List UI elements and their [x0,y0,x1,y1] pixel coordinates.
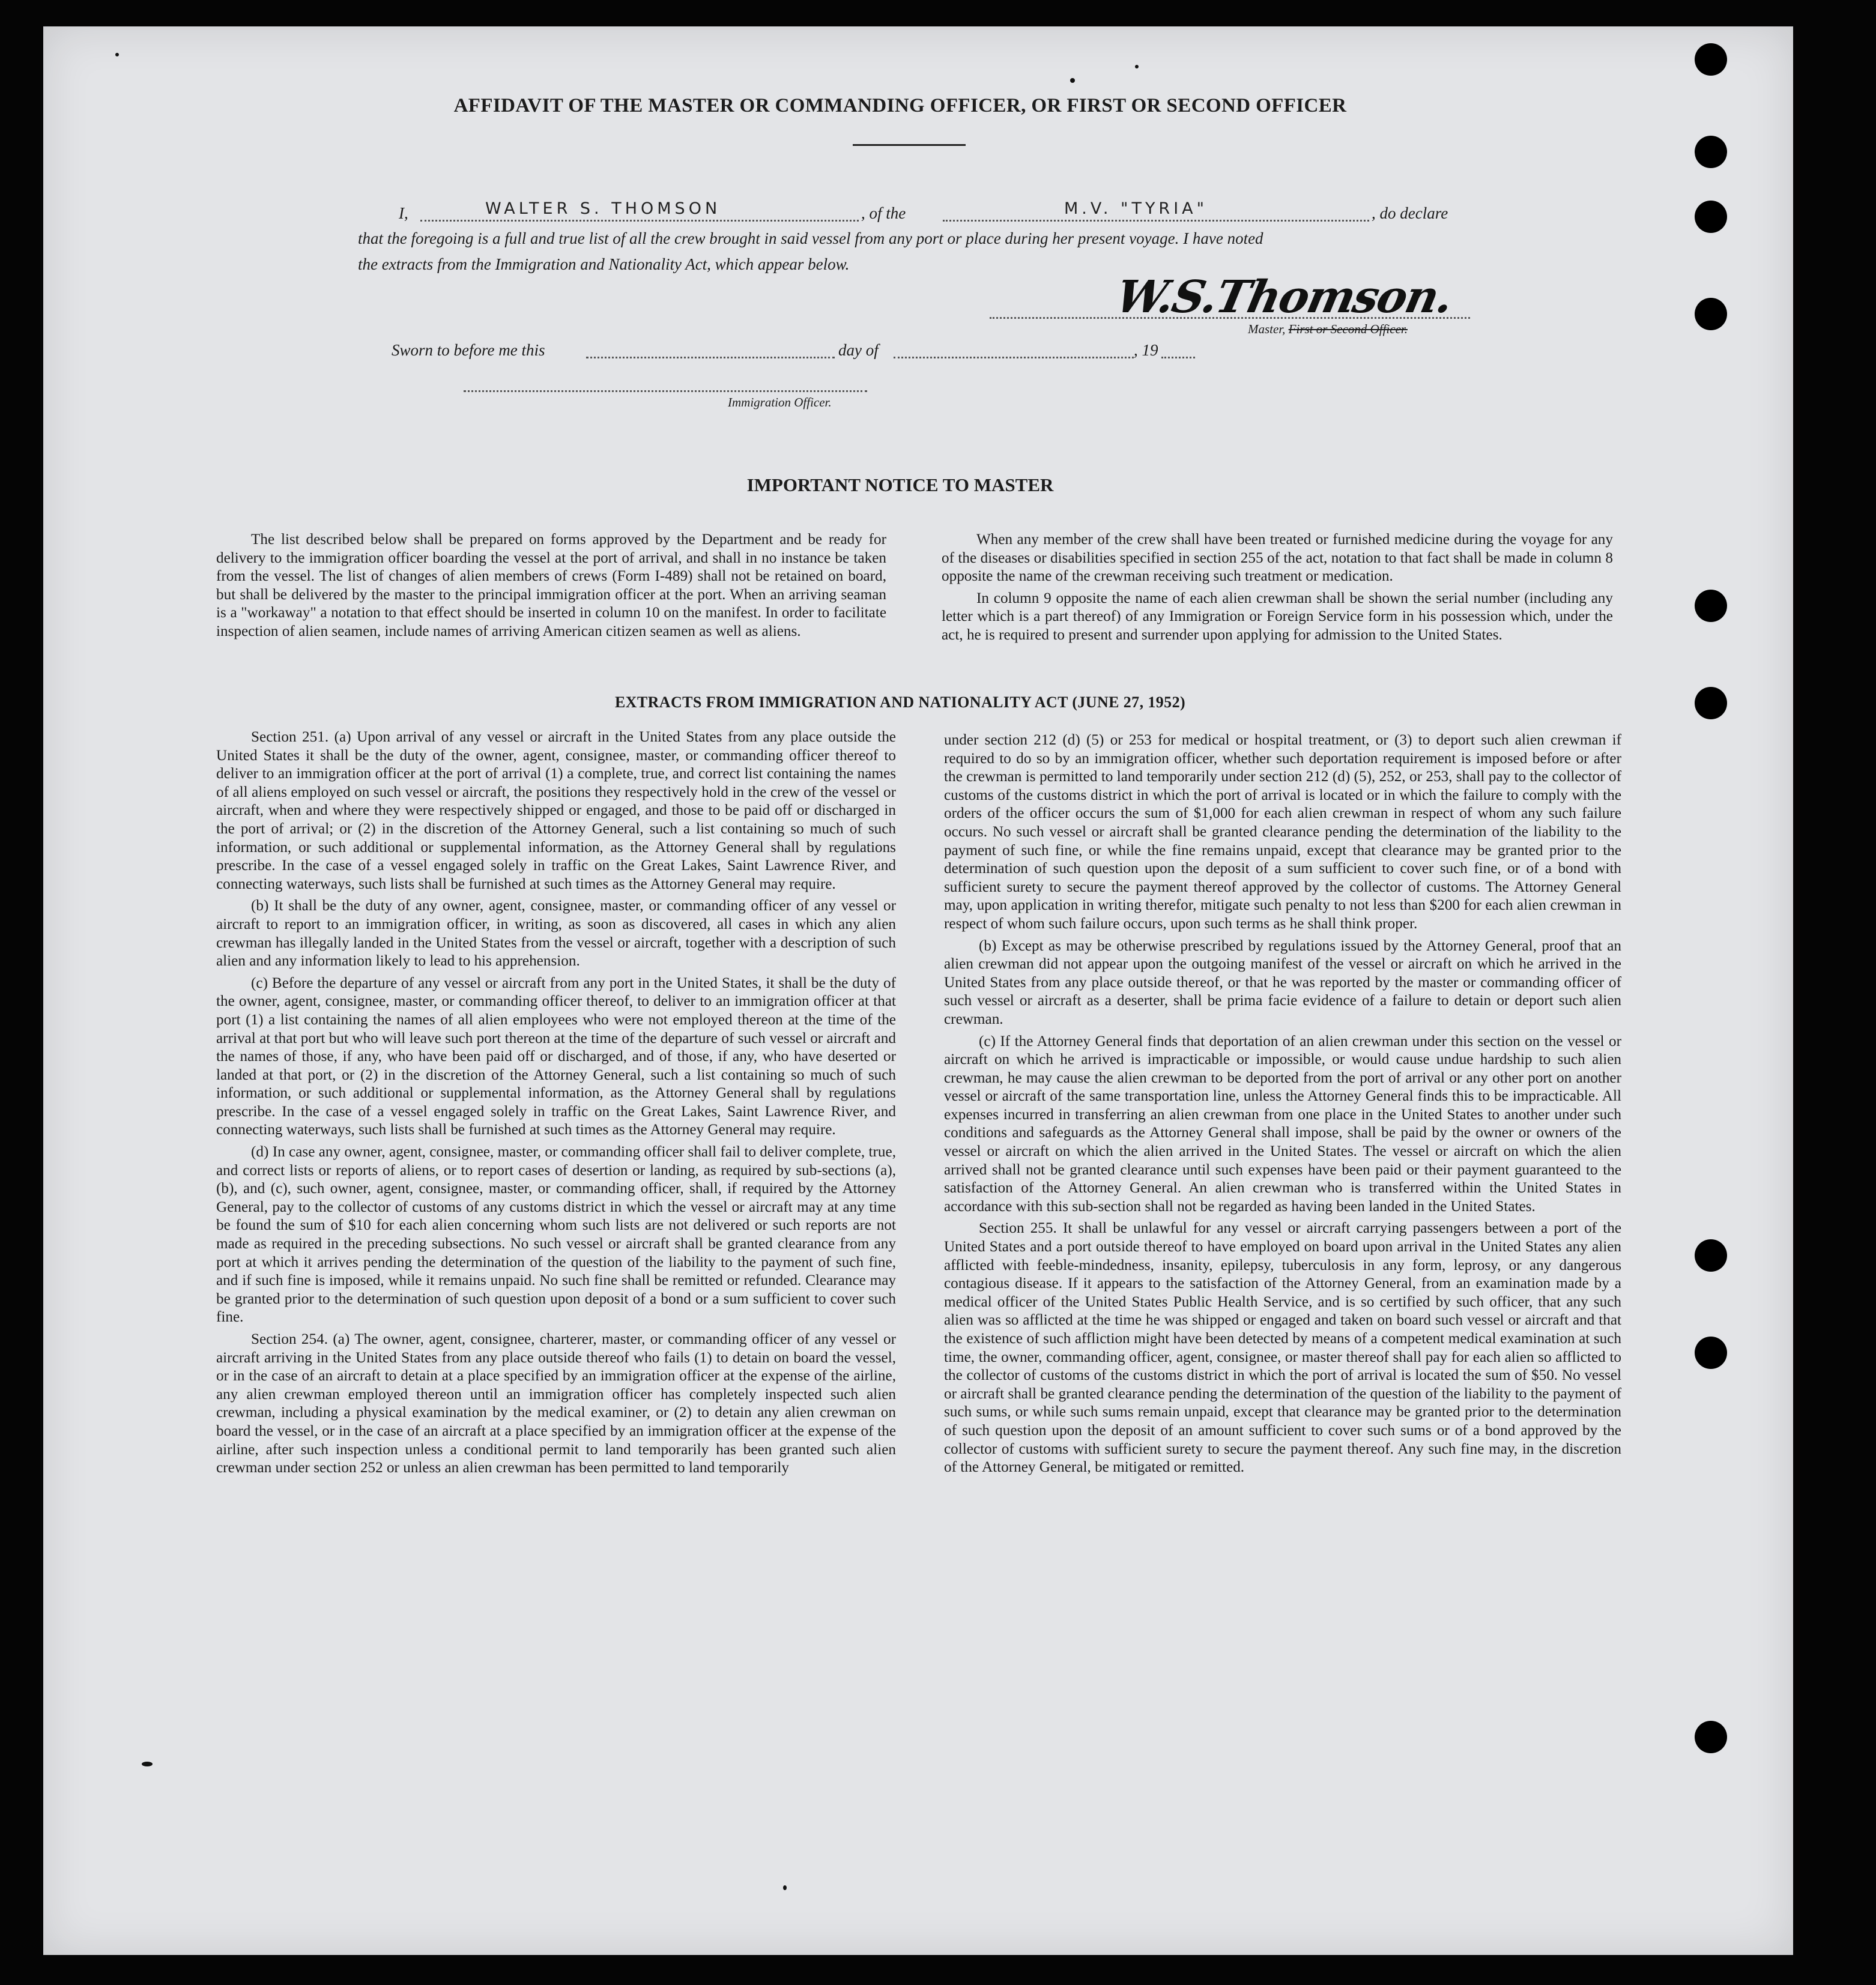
punch-hole [1695,1239,1727,1272]
extracts-left-column [216,728,896,1481]
punch-hole [1695,687,1727,719]
extracts-right-column [944,731,1621,1481]
ink-speck [783,1885,787,1890]
extracts-title: EXTRACTS FROM IMMIGRATION AND NATIONALITY ACT (JUNE 27, 1952) [614,693,1186,711]
notice-right-paragraph-1: When any member of the crew shall have been treated or furnished medicine during the voyage for any of the diseases or disabilities specified in section 255 of the act, notation to that fact shall be made in column 8 opposite the name of the crewman receiving such treatment or medication. [942,531,1613,585]
punch-hole [1695,1337,1727,1369]
ink-speck [115,53,119,56]
caption-struck-officer: First or Second Officer. [1288,322,1408,336]
declaration-line-2: the extracts from the Immigration and Nationality Act, which appear below. [358,255,850,273]
section-254-a: Section 254. (a) The owner, agent, consignee, charterer, master, or commanding officer of any vessel or aircraft arriving in the United States from any place outside thereof who fails (1) to detain on board the vessel, or in the case of an aircraft to detain at a place specified by an immigration officer at the expense of the airline, any alien crewman employed thereon until an immigration officer has completely inspected such alien crewman, including a physical examination by the medical examiner, or (2) to detain any alien crewman on board the vessel, or in the case of an aircraft at a place specified by an immigration officer at the expense of the airline, after such inspection unless a conditional permit to land temporarily has been granted such alien crewman under section 252 or unless an alien crewman has been permitted to land temporarily [216,1331,896,1476]
section-254-b: (b) Except as may be otherwise prescribed by regulations issued by the Attorney General, proof that an alien crewman did not appear upon the outgoing manifest of the vessel or aircraft on which he arrived in the United States from any place outside thereof, or that he was reported by the master or commanding officer of such vessel or aircraft as a deserter, shall be prima facie evidence of a failure to detain or deport such alien crewman. [944,937,1621,1027]
sworn-year-line [1161,357,1195,358]
day-of-label: day of [838,341,879,359]
vessel-name-field: M.V. "TYRIA" [1064,199,1208,218]
immigration-officer-label: Immigration Officer. [728,395,832,409]
ink-speck [1070,78,1075,83]
master-name-field: WALTER S. THOMSON [485,199,721,218]
punch-hole [1695,43,1727,76]
caption-master: Master, [1248,322,1286,336]
section-251-a: Section 251. (a) Upon arrival of any vessel or aircraft in the United States from any place outside the United States it shall be the duty of the owner, agent, consignee, master, or commanding officer thereof to deliver to an immigration officer at the port of arrival (1) a complete, true, and correct list containing the names of all aliens employed on such vessel or aircraft, the positions they respectively hold in the crew of the vessel or aircraft, when and where they were respectively shipped or engaged, and those to be paid off or discharged in the port of arrival; or (2) in the discretion of the Attorney General, such a list containing so much of such information, or such additional or supplemental information, as the Attorney General shall by regulations prescribe. In the case of a vessel engaged solely in traffic on the Great Lakes, Saint Lawrence River, and connecting waterways, such lists shall be furnished at such times as the Attorney General may require. [216,729,896,892]
vessel-name-line [943,220,1369,222]
punch-hole [1695,1721,1727,1753]
year-label: , 19 [1134,341,1158,359]
master-signature: W.S.Thomson. [1111,271,1457,323]
punch-hole [1695,298,1727,330]
i-label: I, [399,204,408,222]
affidavit-title: AFFIDAVIT OF THE MASTER OR COMMANDING OFFICER, OR FIRST OR SECOND OFFICER [453,95,1347,116]
section-255: Section 255. It shall be unlawful for any vessel or aircraft carrying passengers between a port of the United States and a port outside thereof to have employed on board upon arrival in the United States any alien afflicted with feeble-mindedness, insanity, epilepsy, tuberculosis in any form, leprosy, or any dangerous contagious disease. If it appears to the satisfaction of the Attorney General, from an examination made by a medical officer of the United States Public Health Service, and is so certified by such officer, that any such alien was so afflicted at the time he was shipped or engaged and taken on board such vessel or aircraft and that the existence of such affliction might have been detected by means of a competent medical examination at such time, the owner, commanding officer, agent, consignee, or master thereof shall pay for each alien so afflicted to the collector of customs of the customs district in which the port of arrival is located the sum of $50. No vessel or aircraft shall be granted clearance pending the determination of the question of the liability to the payment of such sums, or while such sums remain unpaid, except that clearance may be granted prior to the determination of such question upon the deposit of an amount sufficient to cover such sums or of a bond approved by the collector of customs with sufficient surety to secure the payment thereof. Any such fine may, in the discretion of the Attorney General, be mitigated or remitted. [944,1220,1621,1476]
notice-right-paragraph-2: In column 9 opposite the name of each alien crewman shall be shown the serial number (including any letter which is a part thereof) of any Immigration or Foreign Service form in his possession which, under the act, he is required to present and surrender upon applying for admission to the United States. [942,590,1613,643]
notice-left-column [216,531,886,645]
declaration-line-1: that the foregoing is a full and true list of all the crew brought in said vessel from any port or place during her present voyage. I have noted [358,229,1263,247]
section-254-a-continued: under section 212 (d) (5) or 253 for medical or hospital treatment, or (3) to deport such alien crewman if required to do so by an immigration officer, whether such deportation requirement is imposed before or after the crewman is permitted to land temporarily under section 212 (d) (5), 252, or 253, shall pay to the collector of customs of the customs district in which the port of arrival is located or in which the failure to comply with the orders of the officer occurs the sum of $1,000 for each alien crewman in respect of whom any such failure occurs. No such vessel or aircraft shall be granted clearance pending the determination of the liability to the payment of such fine, or while the fine remains unpaid, except that clearance may be granted prior to the determination of such question upon the deposit of a sum sufficient to cover such fine, or of a bond with sufficient surety to secure the payment thereof approved by the collector of customs. The Attorney General may, upon application in writing therefor, mitigate such penalty to not less than $200 for each alien crewman in respect of whom such failure occurs, upon such terms as he shall think proper. [944,732,1621,932]
punch-hole [1695,136,1727,168]
sworn-month-line [894,357,1134,358]
immigration-officer-line [464,390,867,392]
master-name-line [420,220,859,222]
punch-hole [1695,201,1727,233]
section-251-d: (d) In case any owner, agent, consignee, master, or commanding officer shall fail to deliver complete, true, and correct lists or reports of aliens, or to report cases of desertion or landing, as required by sub-sections (a), (b), and (c), such owner, agent, consignee, master, or commanding officer, shall, if required by the Attorney General, pay to the collector of customs of any customs district in which the vessel or aircraft may at any time be found the sum of $10 for each alien concerning whom such lists are not delivered or such reports are not made as required in the preceding subsections. No such vessel or aircraft shall be granted clearance from any port at which it arrives pending the determination of the question of the liability to the payment of such fine, and if such fine is imposed, while it remains unpaid. No such fine shall be remitted or refunded. Clearance may be granted prior to the determination of such question upon deposit of a bond or a sum sufficient to cover such fine. [216,1144,896,1326]
title-underline [853,144,966,146]
sworn-day-line [586,357,835,358]
notice-title: IMPORTANT NOTICE TO MASTER [746,474,1054,495]
section-254-c: (c) If the Attorney General finds that deportation of an alien crewman under this section on the vessel or aircraft on which he arrived is impracticable or impossible, or would cause undue hardship to such alien crewman, he may cause the alien crewman to be deported from the port of arrival or any other port on another vessel or aircraft of the same transportation line, unless the Attorney General finds this to be impracticable. All expenses incurred in transferring an alien crewman from one place in the United States to another under such conditions and safeguards as the Attorney General shall impose, shall be paid by the owner or owners of the vessel or aircraft on which the alien arrived in the United States. The vessel or aircraft on which the alien arrived shall not be granted clearance until such expenses have been paid or their payment guaranteed to the satisfaction of the Attorney General. An alien crewman who is transferred within the United States in accordance with this sub-section shall not be regarded as having been landed in the United States. [944,1033,1621,1215]
section-251-c: (c) Before the departure of any vessel or aircraft from any port in the United States, it shall be the duty of the owner, agent, consignee, master, or commanding officer thereof, to deliver to an immigration officer at that port (1) a list containing the names of all alien employees who were not employed thereon at the time of the arrival at that port but who will leave such port thereon at the time of the departure of such vessel or aircraft and the names of those, if any, who have been paid off or discharged, and of those, if any, who have deserted or landed at that port, or (2) in the discretion of the Attorney General, such a list containing so much of such information, or such additional or supplemental information, as the Attorney General shall by regulations prescribe. In the case of a vessel engaged solely in traffic on the Great Lakes, Saint Lawrence River, and connecting waterways, such lists shall be furnished at such times as the Attorney General may require. [216,974,896,1138]
notice-left-paragraph: The list described below shall be prepared on forms approved by the Department and be ready for delivery to the immigration officer boarding the vessel at the port of arrival, and shall in no instance be taken from the vessel. The list of changes of alien members of crews (Form I-489) shall not be retained on board, but shall be delivered by the master to the principal immigration officer at the port. When an arriving seaman is a "workaway" a notation to that effect should be inserted in column 10 on the manifest. In order to facilitate inspection of alien seamen, include names of arriving American citizen seamen as well as aliens. [216,531,886,639]
of-the-label: , of the [861,204,906,222]
notice-right-column [942,531,1613,648]
sworn-label: Sworn to before me this [392,341,545,359]
signature-caption [1248,322,1408,337]
section-251-b: (b) It shall be the duty of any owner, agent, consignee, master, or commanding officer of any vessel or aircraft to report to an immigration officer, in writing, as soon as discovered, all cases in which any alien crewman has illegally landed in the United States from the vessel or aircraft, together with a description of such alien and any information likely to lead to his apprehension. [216,898,896,970]
ink-speck [142,1762,153,1766]
ink-speck [1135,65,1139,68]
punch-hole [1695,590,1727,622]
do-declare-label: , do declare [1372,204,1448,222]
